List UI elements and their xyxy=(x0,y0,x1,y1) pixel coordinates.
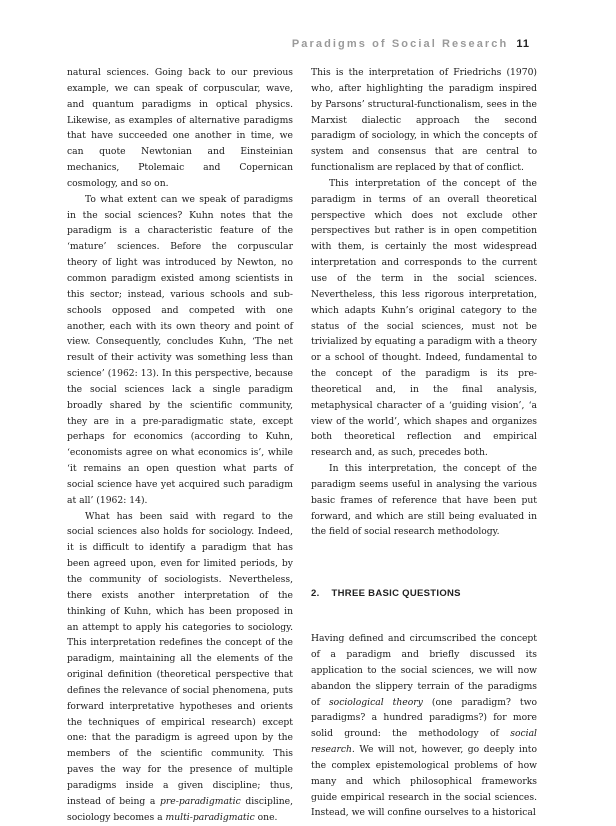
paragraph: This is the interpretation of Friedrichs (1970) who, after highlighting the paradigm inspired by Parsons’ structural-functionalism, sees in the Marxist dialectic approach the second paradigm of sociology, in which the concepts of system and consensus that are central to functionalism are replaced by that of conflict. xyxy=(311,67,537,174)
italic-term: sociological theory xyxy=(328,696,423,708)
paragraph: natural sciences. Going back to our previous example, we can speak of corpuscular, wave, and quantum paradigms in optical physics. Likewise, as examples of alternative paradigms that have succeeded one another in time, we can quote Newtonian and Einsteinian mechanics, Ptolemaic and Copernican cosmology, and so on. xyxy=(67,67,293,189)
text-run: discipline, sociology becomes a xyxy=(67,795,293,823)
italic-term: multi-paradigmatic xyxy=(165,811,255,823)
paragraph xyxy=(67,509,293,826)
paragraph: This interpretation of the concept of the paradigm in terms of an overall theoretical perspective which does not exclude other perspectives but rather is in open competition with them, is certainly the most widespread interpretation and corresponds to the current use of the term in the social sciences. Nevertheless, this less rigorous interpretation, which adapts Kuhn’s original category to the status of the social sciences, must not be trivialized by equating a paradigm with a theory or a school of thought. Indeed, fundamental to the concept of the paradigm is its pre-theoretical and, in the final analysis, metaphysical character of a ‘guiding vision’, ‘a view of the world’, which shapes and organizes both theoretical reflection and empirical research and, as such, precedes both. xyxy=(311,177,537,459)
running-header xyxy=(292,38,530,50)
section-title: THREE BASIC QUESTIONS xyxy=(331,588,461,600)
text-run: (one paradigm? two paradigms? a hundred paradigms?) for more solid ground: the methodology of xyxy=(311,696,538,740)
page-number: 11 xyxy=(516,38,530,50)
italic-term: social research xyxy=(311,728,537,756)
text-run: . We will not, however, go deeply into the complex epistemological problems of how many and which philosophical frameworks guide empirical research in the social sciences. Instead, we will confine ourselves to a historical xyxy=(311,744,537,819)
text-run: What has been said with regard to the social sciences also holds for sociology. Indeed, it is difficult to identify a paradigm that has been agreed upon, even for limited periods, by the community of sociologists. Nevertheless, there exists another interpretation of the thinking of Kuhn, which has been proposed in an attempt to apply his categories to sociology. This interpretation redefines the concept of the paradigm, maintaining all the elements of the original definition (theoretical perspective that defines the relevance of social phenomena, puts forward interpretative hypotheses and orients the techniques of empirical research) except one: that the paradigm is agreed upon by the members of the scientific community. This paves the way for the presence of multiple paradigms inside a given discipline; thus, instead of being a xyxy=(67,510,293,807)
running-title: Paradigms of Social Research xyxy=(291,38,509,50)
paragraph: To what extent can we speak of paradigms in the social sciences? Kuhn notes that the paradigm is a characteristic feature of the ‘mature’ sciences. Before the corpuscular theory of light was introduced by Newton, no common paradigm existed among scientists in this sector; instead, various schools and sub-schools opposed and competed with one another, each with its own theory and point of view. Consequently, concludes Kuhn, ‘The net result of their activity was something less than science’ (1962: 13). In this perspective, because the social sciences lack a single paradigm broadly shared by the scientific community, they are in a pre-paradigmatic state, except perhaps for economics (according to Kuhn, ‘economists agree on what economics is’, while ‘it remains an open question what parts of social science have yet acquired such paradigm at all’ (1962: 14). xyxy=(67,193,293,506)
section-heading xyxy=(311,586,537,602)
paragraph xyxy=(311,631,537,821)
right-column xyxy=(311,65,537,821)
italic-term: pre-paradigmatic xyxy=(160,795,241,807)
left-column xyxy=(67,65,293,826)
text-run: one. xyxy=(254,811,278,823)
section-number: 2. xyxy=(311,588,320,600)
paragraph: In this interpretation, the concept of the paradigm seems useful in analysing the various basic frames of reference that have been put forward, and which are still being evaluated in the field of social research methodology. xyxy=(311,463,537,538)
text-run: Having defined and circumscribed the concept of a paradigm and briefly discussed its application to the social sciences, we will now abandon the slippery terrain of the paradigms of xyxy=(311,633,537,708)
